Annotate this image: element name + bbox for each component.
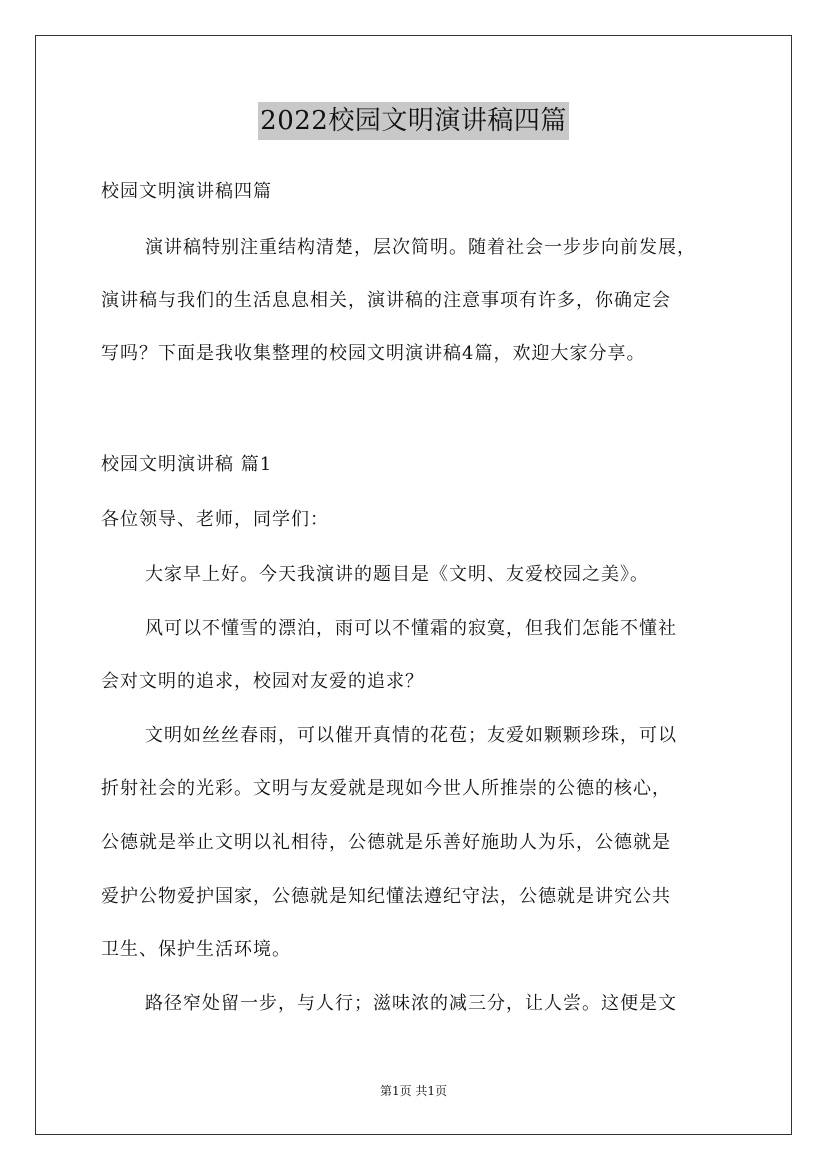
subtitle: 校园文明演讲稿四篇	[101, 181, 272, 202]
intro-line-1: 演讲稿特别注重结构清楚，层次简明。随着社会一步步向前发展，	[145, 237, 696, 258]
body-line-7: 爱护公物爱护国家，公德就是知纪懂法遵纪守法，公德就是讲究公共	[101, 886, 671, 907]
body-line-9: 路径窄处留一步，与人行；滋味浓的减三分，让人尝。这便是文	[145, 993, 677, 1014]
body-line-3: 会对文明的追求，校园对友爱的追求？	[101, 671, 424, 692]
body-line-4: 文明如丝丝春雨，可以催开真情的花苞；友爱如颗颗珍珠，可以	[145, 725, 677, 746]
body-line-8: 卫生、保护生活环境。	[101, 939, 291, 960]
salutation: 各位领导、老师，同学们：	[101, 509, 329, 530]
document-title: 2022校园文明演讲稿四篇	[258, 102, 569, 140]
body-line-2: 风可以不懂雪的漂泊，雨可以不懂霜的寂寞，但我们怎能不懂社	[145, 618, 677, 639]
body-line-6: 公德就是举止文明以礼相待，公德就是乐善好施助人为乐，公德就是	[101, 832, 671, 853]
page-footer: 第1页 共1页	[379, 1084, 448, 1098]
intro-line-3: 写吗？下面是我收集整理的校园文明演讲稿4篇，欢迎大家分享。	[101, 343, 646, 364]
body-line-1: 大家早上好。今天我演讲的题目是《文明、友爱校园之美》。	[145, 564, 649, 585]
intro-line-2: 演讲稿与我们的生活息息相关，演讲稿的注意事项有许多，你确定会	[101, 290, 671, 311]
title-container	[0, 102, 827, 140]
body-line-5: 折射社会的光彩。文明与友爱就是现如今世人所推崇的公德的核心，	[101, 778, 671, 799]
section-heading: 校园文明演讲稿 篇1	[101, 454, 273, 475]
